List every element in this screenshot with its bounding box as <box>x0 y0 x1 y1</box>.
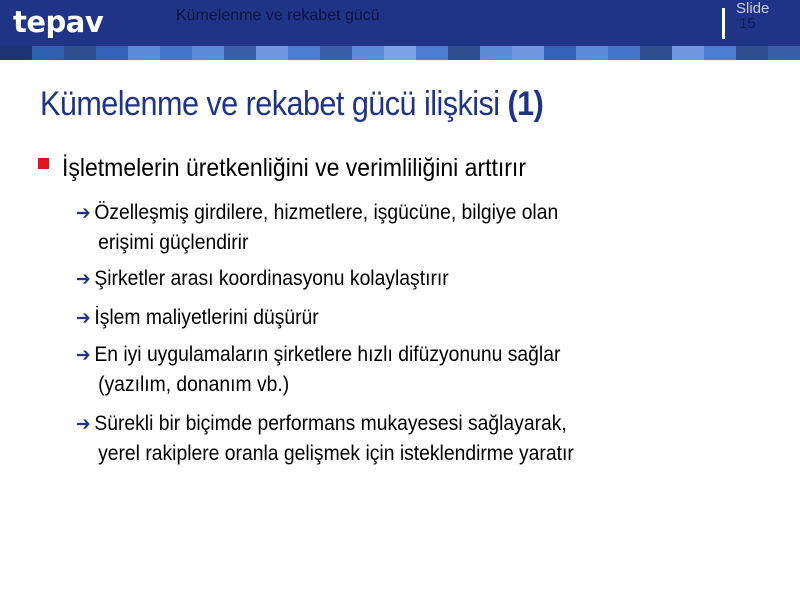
slide-title-text: Kümelenme ve rekabet gücü ilişkisi <box>40 85 500 123</box>
strip-block <box>160 46 192 60</box>
strip-block <box>640 46 672 60</box>
strip-block <box>128 46 160 60</box>
sub-item-5 <box>76 409 610 468</box>
main-bullet-text: İşletmelerin üretkenliğini ve verimliliğini arttırır <box>62 154 526 182</box>
strip-block <box>96 46 128 60</box>
strip-block <box>192 46 224 60</box>
slide-header <box>0 0 800 46</box>
sub-item-text: Sürekli bir biçimde performans mukayesesi sağlayarak, <box>94 412 567 435</box>
sub-item-3 <box>76 303 610 333</box>
sub-item-continuation: erişimi güçlendirir <box>98 231 249 254</box>
strip-block <box>224 46 256 60</box>
strip-block <box>320 46 352 60</box>
strip-block <box>448 46 480 60</box>
sub-item-text: En iyi uygulamaların şirketlere hızlı difüzyonunu sağlar <box>94 343 561 366</box>
strip-block <box>544 46 576 60</box>
decorative-color-strip <box>0 46 800 60</box>
strip-block <box>480 46 512 60</box>
sub-item-text: İşlem maliyetlerini düşürür <box>94 306 319 329</box>
sub-item-4 <box>76 340 610 399</box>
arrow-icon: ➔ <box>76 268 91 290</box>
strip-block <box>352 46 384 60</box>
sub-item-text: Özelleşmiş girdilere, hizmetlere, işgücüne, bilgiye olan <box>94 201 559 224</box>
strip-block <box>512 46 544 60</box>
arrow-icon: ➔ <box>76 344 91 366</box>
arrow-icon: ➔ <box>76 413 91 435</box>
strip-block <box>736 46 768 60</box>
strip-block <box>0 46 32 60</box>
header-title: Kümelenme ve rekabet gücü <box>176 7 380 24</box>
slide-number: 15 <box>739 15 756 32</box>
strip-block <box>64 46 96 60</box>
header-divider <box>722 8 725 39</box>
slide-label: Slide <box>736 0 770 17</box>
arrow-icon: ➔ <box>76 307 91 329</box>
strip-block <box>672 46 704 60</box>
arrow-icon: ➔ <box>76 202 91 224</box>
strip-block <box>608 46 640 60</box>
slide-title-suffix: (1) <box>507 85 544 123</box>
tepav-logo: tepav <box>13 5 104 39</box>
strip-block <box>256 46 288 60</box>
strip-block <box>576 46 608 60</box>
strip-block <box>704 46 736 60</box>
slide-title <box>40 85 543 124</box>
sub-item-continuation: yerel rakiplere oranla gelişmek için isteklendirme yaratır <box>98 442 574 465</box>
sub-item-1 <box>76 198 610 257</box>
sub-item-2 <box>76 264 610 294</box>
strip-block <box>384 46 416 60</box>
sub-item-continuation: (yazılım, donanım vb.) <box>98 373 290 396</box>
strip-block <box>32 46 64 60</box>
bullet-square-icon <box>38 158 49 169</box>
strip-block <box>416 46 448 60</box>
strip-block <box>288 46 320 60</box>
sub-item-text: Şirketler arası koordinasyonu kolaylaştırır <box>94 267 449 290</box>
strip-block <box>768 46 800 60</box>
